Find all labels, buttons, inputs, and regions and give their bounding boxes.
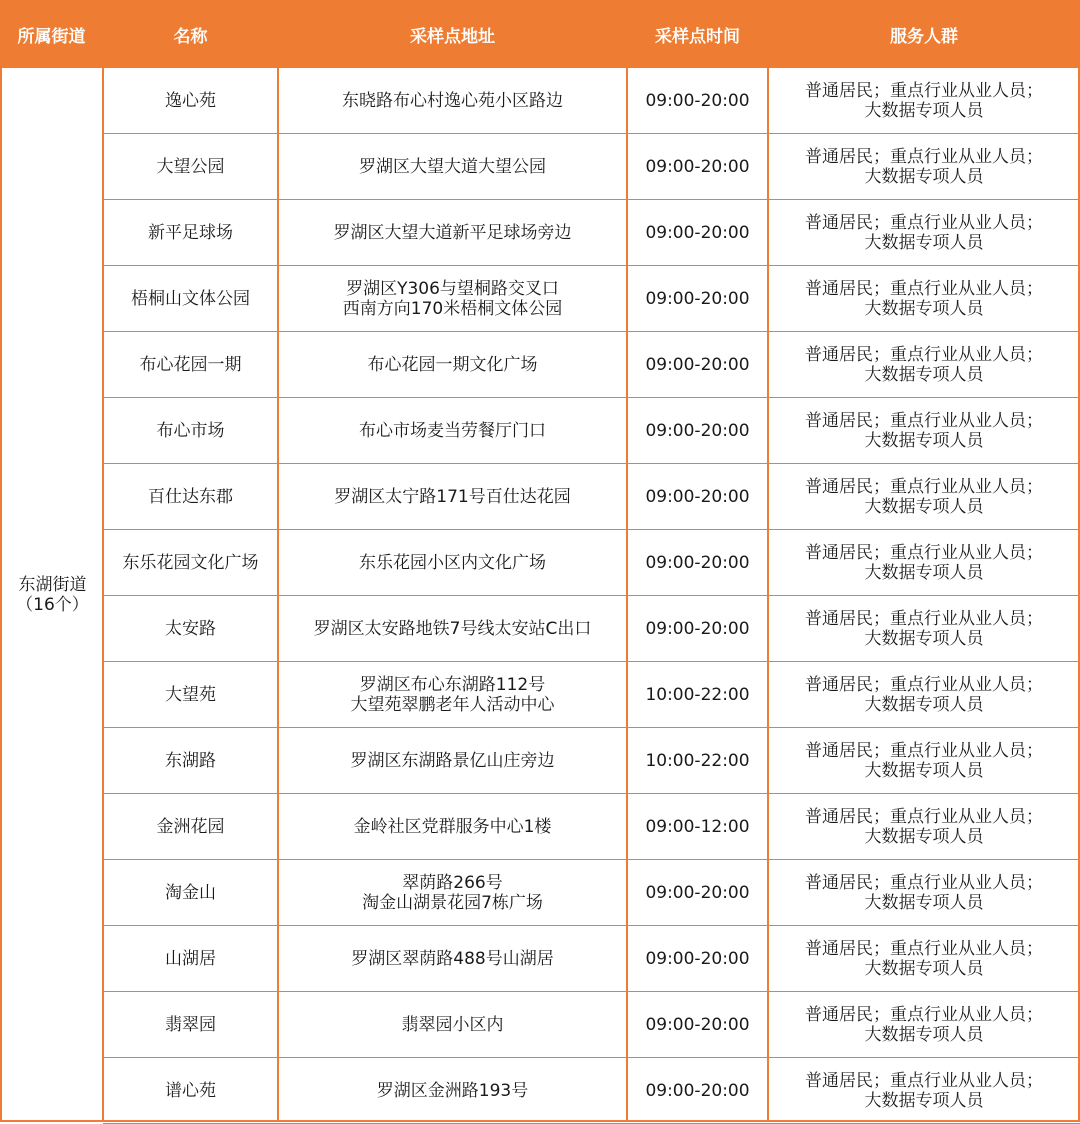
site-name-cell-text: 百仕达东郡 bbox=[148, 487, 233, 507]
site-time-cell-text: 09:00-20:00 bbox=[645, 421, 749, 441]
site-name-cell bbox=[103, 860, 278, 926]
site-time-cell-text: 09:00-20:00 bbox=[645, 1015, 749, 1035]
site-service-cell-line: 大数据专项人员 bbox=[865, 365, 984, 385]
site-address-cell-line: 翡翠园小区内 bbox=[402, 1015, 504, 1035]
site-name-cell-text: 新平足球场 bbox=[148, 223, 233, 243]
site-address-cell bbox=[278, 860, 627, 926]
site-service-cell bbox=[768, 332, 1080, 398]
site-address-cell-line: 大望苑翠鹏老年人活动中心 bbox=[351, 695, 555, 715]
site-name-cell-text: 大望苑 bbox=[165, 685, 216, 705]
table-row bbox=[103, 1058, 1080, 1124]
site-address-cell-line: 金岭社区党群服务中心1楼 bbox=[354, 817, 552, 837]
site-name-cell-text: 布心市场 bbox=[157, 421, 225, 441]
table-row bbox=[103, 860, 1080, 926]
site-service-cell-line: 普通居民；重点行业从业人员； bbox=[805, 741, 1043, 761]
site-service-cell-line: 普通居民；重点行业从业人员； bbox=[805, 675, 1043, 695]
table-row bbox=[103, 68, 1080, 134]
district-count: （16个） bbox=[16, 595, 89, 615]
site-name-cell bbox=[103, 662, 278, 728]
site-address-cell bbox=[278, 992, 627, 1058]
site-name-cell bbox=[103, 992, 278, 1058]
site-service-cell-line: 普通居民；重点行业从业人员； bbox=[805, 543, 1043, 563]
site-name-cell-text: 梧桐山文体公园 bbox=[131, 289, 250, 309]
site-time-cell-text: 09:00-20:00 bbox=[645, 1081, 749, 1101]
district-cell bbox=[0, 68, 103, 1122]
header-name: 名称 bbox=[103, 0, 278, 68]
site-address-cell-line: 罗湖区大望大道新平足球场旁边 bbox=[334, 223, 572, 243]
site-service-cell bbox=[768, 530, 1080, 596]
site-name-cell-text: 谱心苑 bbox=[165, 1081, 216, 1101]
site-name-cell-text: 金洲花园 bbox=[157, 817, 225, 837]
site-service-cell bbox=[768, 662, 1080, 728]
header-address: 采样点地址 bbox=[278, 0, 627, 68]
site-address-cell-line: 东晓路布心村逸心苑小区路边 bbox=[342, 91, 563, 111]
site-name-cell bbox=[103, 794, 278, 860]
site-name-cell bbox=[103, 200, 278, 266]
site-address-cell bbox=[278, 662, 627, 728]
table-row bbox=[103, 728, 1080, 794]
site-service-cell bbox=[768, 134, 1080, 200]
table-row bbox=[103, 398, 1080, 464]
site-address-cell-line: 东乐花园小区内文化广场 bbox=[359, 553, 546, 573]
site-service-cell-line: 大数据专项人员 bbox=[865, 629, 984, 649]
site-service-cell-line: 普通居民；重点行业从业人员； bbox=[805, 81, 1043, 101]
site-address-cell bbox=[278, 926, 627, 992]
site-service-cell-line: 大数据专项人员 bbox=[865, 827, 984, 847]
site-service-cell-line: 普通居民；重点行业从业人员； bbox=[805, 279, 1043, 299]
site-time-cell bbox=[627, 134, 768, 200]
site-address-cell bbox=[278, 200, 627, 266]
table-row bbox=[103, 992, 1080, 1058]
site-address-cell bbox=[278, 1058, 627, 1124]
site-name-cell bbox=[103, 728, 278, 794]
site-name-cell-text: 布心花园一期 bbox=[140, 355, 242, 375]
site-name-cell bbox=[103, 398, 278, 464]
site-service-cell-line: 大数据专项人员 bbox=[865, 167, 984, 187]
site-time-cell bbox=[627, 992, 768, 1058]
table-row bbox=[103, 530, 1080, 596]
site-service-cell-line: 普通居民；重点行业从业人员； bbox=[805, 477, 1043, 497]
site-service-cell-line: 普通居民；重点行业从业人员； bbox=[805, 873, 1043, 893]
site-time-cell bbox=[627, 464, 768, 530]
site-name-cell bbox=[103, 1058, 278, 1124]
site-service-cell bbox=[768, 728, 1080, 794]
site-time-cell bbox=[627, 266, 768, 332]
district-name: 东湖街道 bbox=[19, 575, 87, 595]
site-address-cell-line: 罗湖区太安路地铁7号线太安站C出口 bbox=[314, 619, 592, 639]
site-service-cell-line: 普通居民；重点行业从业人员； bbox=[805, 939, 1043, 959]
site-name-cell bbox=[103, 464, 278, 530]
site-name-cell-text: 东湖路 bbox=[165, 751, 216, 771]
table-body bbox=[0, 68, 1080, 1122]
table-row bbox=[103, 134, 1080, 200]
site-name-cell bbox=[103, 134, 278, 200]
site-service-cell-line: 普通居民；重点行业从业人员； bbox=[805, 147, 1043, 167]
site-service-cell bbox=[768, 992, 1080, 1058]
site-time-cell-text: 09:00-20:00 bbox=[645, 289, 749, 309]
site-address-cell-line: 布心市场麦当劳餐厅门口 bbox=[359, 421, 546, 441]
site-time-cell bbox=[627, 530, 768, 596]
site-service-cell bbox=[768, 860, 1080, 926]
header-district: 所属街道 bbox=[0, 0, 103, 68]
site-name-cell bbox=[103, 530, 278, 596]
site-address-cell-line: 布心花园一期文化广场 bbox=[368, 355, 538, 375]
site-time-cell-text: 09:00-20:00 bbox=[645, 223, 749, 243]
site-time-cell bbox=[627, 926, 768, 992]
site-service-cell-line: 大数据专项人员 bbox=[865, 563, 984, 583]
site-address-cell bbox=[278, 68, 627, 134]
site-address-cell-line: 翠荫路266号 bbox=[402, 873, 502, 893]
table-row bbox=[103, 596, 1080, 662]
site-name-cell bbox=[103, 596, 278, 662]
table-row bbox=[103, 266, 1080, 332]
site-address-cell bbox=[278, 134, 627, 200]
site-name-cell-text: 太安路 bbox=[165, 619, 216, 639]
site-time-cell-text: 09:00-20:00 bbox=[645, 157, 749, 177]
site-address-cell bbox=[278, 596, 627, 662]
site-service-cell-line: 普通居民；重点行业从业人员； bbox=[805, 1005, 1043, 1025]
site-service-cell-line: 普通居民；重点行业从业人员； bbox=[805, 1071, 1043, 1091]
site-address-cell bbox=[278, 794, 627, 860]
site-service-cell-line: 大数据专项人员 bbox=[865, 497, 984, 517]
site-service-cell-line: 大数据专项人员 bbox=[865, 695, 984, 715]
site-service-cell bbox=[768, 1058, 1080, 1124]
site-service-cell bbox=[768, 200, 1080, 266]
site-time-cell-text: 09:00-20:00 bbox=[645, 355, 749, 375]
site-service-cell-line: 普通居民；重点行业从业人员； bbox=[805, 609, 1043, 629]
site-time-cell bbox=[627, 200, 768, 266]
site-name-cell-text: 东乐花园文化广场 bbox=[123, 553, 259, 573]
header-time: 采样点时间 bbox=[627, 0, 768, 68]
site-address-cell bbox=[278, 398, 627, 464]
site-service-cell-line: 大数据专项人员 bbox=[865, 893, 984, 913]
site-time-cell-text: 10:00-22:00 bbox=[645, 685, 749, 705]
site-service-cell-line: 大数据专项人员 bbox=[865, 101, 984, 121]
table-row bbox=[103, 200, 1080, 266]
site-service-cell-line: 大数据专项人员 bbox=[865, 1091, 984, 1111]
site-address-cell bbox=[278, 530, 627, 596]
site-service-cell bbox=[768, 794, 1080, 860]
site-address-cell bbox=[278, 728, 627, 794]
site-service-cell-line: 大数据专项人员 bbox=[865, 431, 984, 451]
site-service-cell-line: 普通居民；重点行业从业人员； bbox=[805, 345, 1043, 365]
site-service-cell-line: 普通居民；重点行业从业人员； bbox=[805, 807, 1043, 827]
site-address-cell-line: 罗湖区翠荫路488号山湖居 bbox=[351, 949, 553, 969]
site-address-cell bbox=[278, 332, 627, 398]
table-row bbox=[103, 662, 1080, 728]
site-address-cell-line: 罗湖区太宁路171号百仕达花园 bbox=[334, 487, 570, 507]
site-name-cell-text: 山湖居 bbox=[165, 949, 216, 969]
site-service-cell bbox=[768, 464, 1080, 530]
site-service-cell bbox=[768, 398, 1080, 464]
site-address-cell-line: 罗湖区金洲路193号 bbox=[377, 1081, 528, 1101]
site-time-cell bbox=[627, 860, 768, 926]
site-time-cell bbox=[627, 728, 768, 794]
site-address-cell-line: 西南方向170米梧桐文体公园 bbox=[343, 299, 562, 319]
site-time-cell bbox=[627, 332, 768, 398]
site-service-cell bbox=[768, 266, 1080, 332]
site-service-cell bbox=[768, 68, 1080, 134]
table-row bbox=[103, 794, 1080, 860]
site-name-cell bbox=[103, 926, 278, 992]
site-time-cell-text: 09:00-20:00 bbox=[645, 91, 749, 111]
site-name-cell-text: 大望公园 bbox=[157, 157, 225, 177]
site-time-cell-text: 09:00-20:00 bbox=[645, 487, 749, 507]
site-time-cell-text: 09:00-12:00 bbox=[645, 817, 749, 837]
site-time-cell-text: 09:00-20:00 bbox=[645, 553, 749, 573]
site-time-cell bbox=[627, 68, 768, 134]
site-name-cell-text: 淘金山 bbox=[165, 883, 216, 903]
site-service-cell-line: 大数据专项人员 bbox=[865, 761, 984, 781]
site-name-cell bbox=[103, 266, 278, 332]
site-time-cell bbox=[627, 662, 768, 728]
site-address-cell bbox=[278, 266, 627, 332]
site-time-cell-text: 09:00-20:00 bbox=[645, 949, 749, 969]
site-time-cell-text: 10:00-22:00 bbox=[645, 751, 749, 771]
site-service-cell bbox=[768, 596, 1080, 662]
site-time-cell bbox=[627, 1058, 768, 1124]
site-time-cell bbox=[627, 794, 768, 860]
site-service-cell-line: 普通居民；重点行业从业人员； bbox=[805, 411, 1043, 431]
site-time-cell-text: 09:00-20:00 bbox=[645, 619, 749, 639]
site-address-cell-line: 罗湖区布心东湖路112号 bbox=[360, 675, 545, 695]
site-address-cell bbox=[278, 464, 627, 530]
site-time-cell bbox=[627, 398, 768, 464]
site-service-cell bbox=[768, 926, 1080, 992]
site-name-cell bbox=[103, 68, 278, 134]
site-service-cell-line: 大数据专项人员 bbox=[865, 1025, 984, 1045]
site-time-cell bbox=[627, 596, 768, 662]
site-name-cell bbox=[103, 332, 278, 398]
site-address-cell-line: 罗湖区大望大道大望公园 bbox=[359, 157, 546, 177]
table-row bbox=[103, 926, 1080, 992]
site-service-cell-line: 普通居民；重点行业从业人员； bbox=[805, 213, 1043, 233]
site-service-cell-line: 大数据专项人员 bbox=[865, 299, 984, 319]
site-time-cell-text: 09:00-20:00 bbox=[645, 883, 749, 903]
table-header bbox=[0, 0, 1080, 68]
site-address-cell-line: 淘金山湖景花园7栋广场 bbox=[362, 893, 543, 913]
site-service-cell-line: 大数据专项人员 bbox=[865, 959, 984, 979]
table-row bbox=[103, 464, 1080, 530]
site-name-cell-text: 逸心苑 bbox=[165, 91, 216, 111]
header-service: 服务人群 bbox=[768, 0, 1080, 68]
table-row bbox=[103, 332, 1080, 398]
site-name-cell-text: 翡翠园 bbox=[165, 1015, 216, 1035]
site-service-cell-line: 大数据专项人员 bbox=[865, 233, 984, 253]
site-address-cell-line: 罗湖区东湖路景亿山庄旁边 bbox=[351, 751, 555, 771]
site-address-cell-line: 罗湖区Y306与望桐路交叉口 bbox=[346, 279, 559, 299]
